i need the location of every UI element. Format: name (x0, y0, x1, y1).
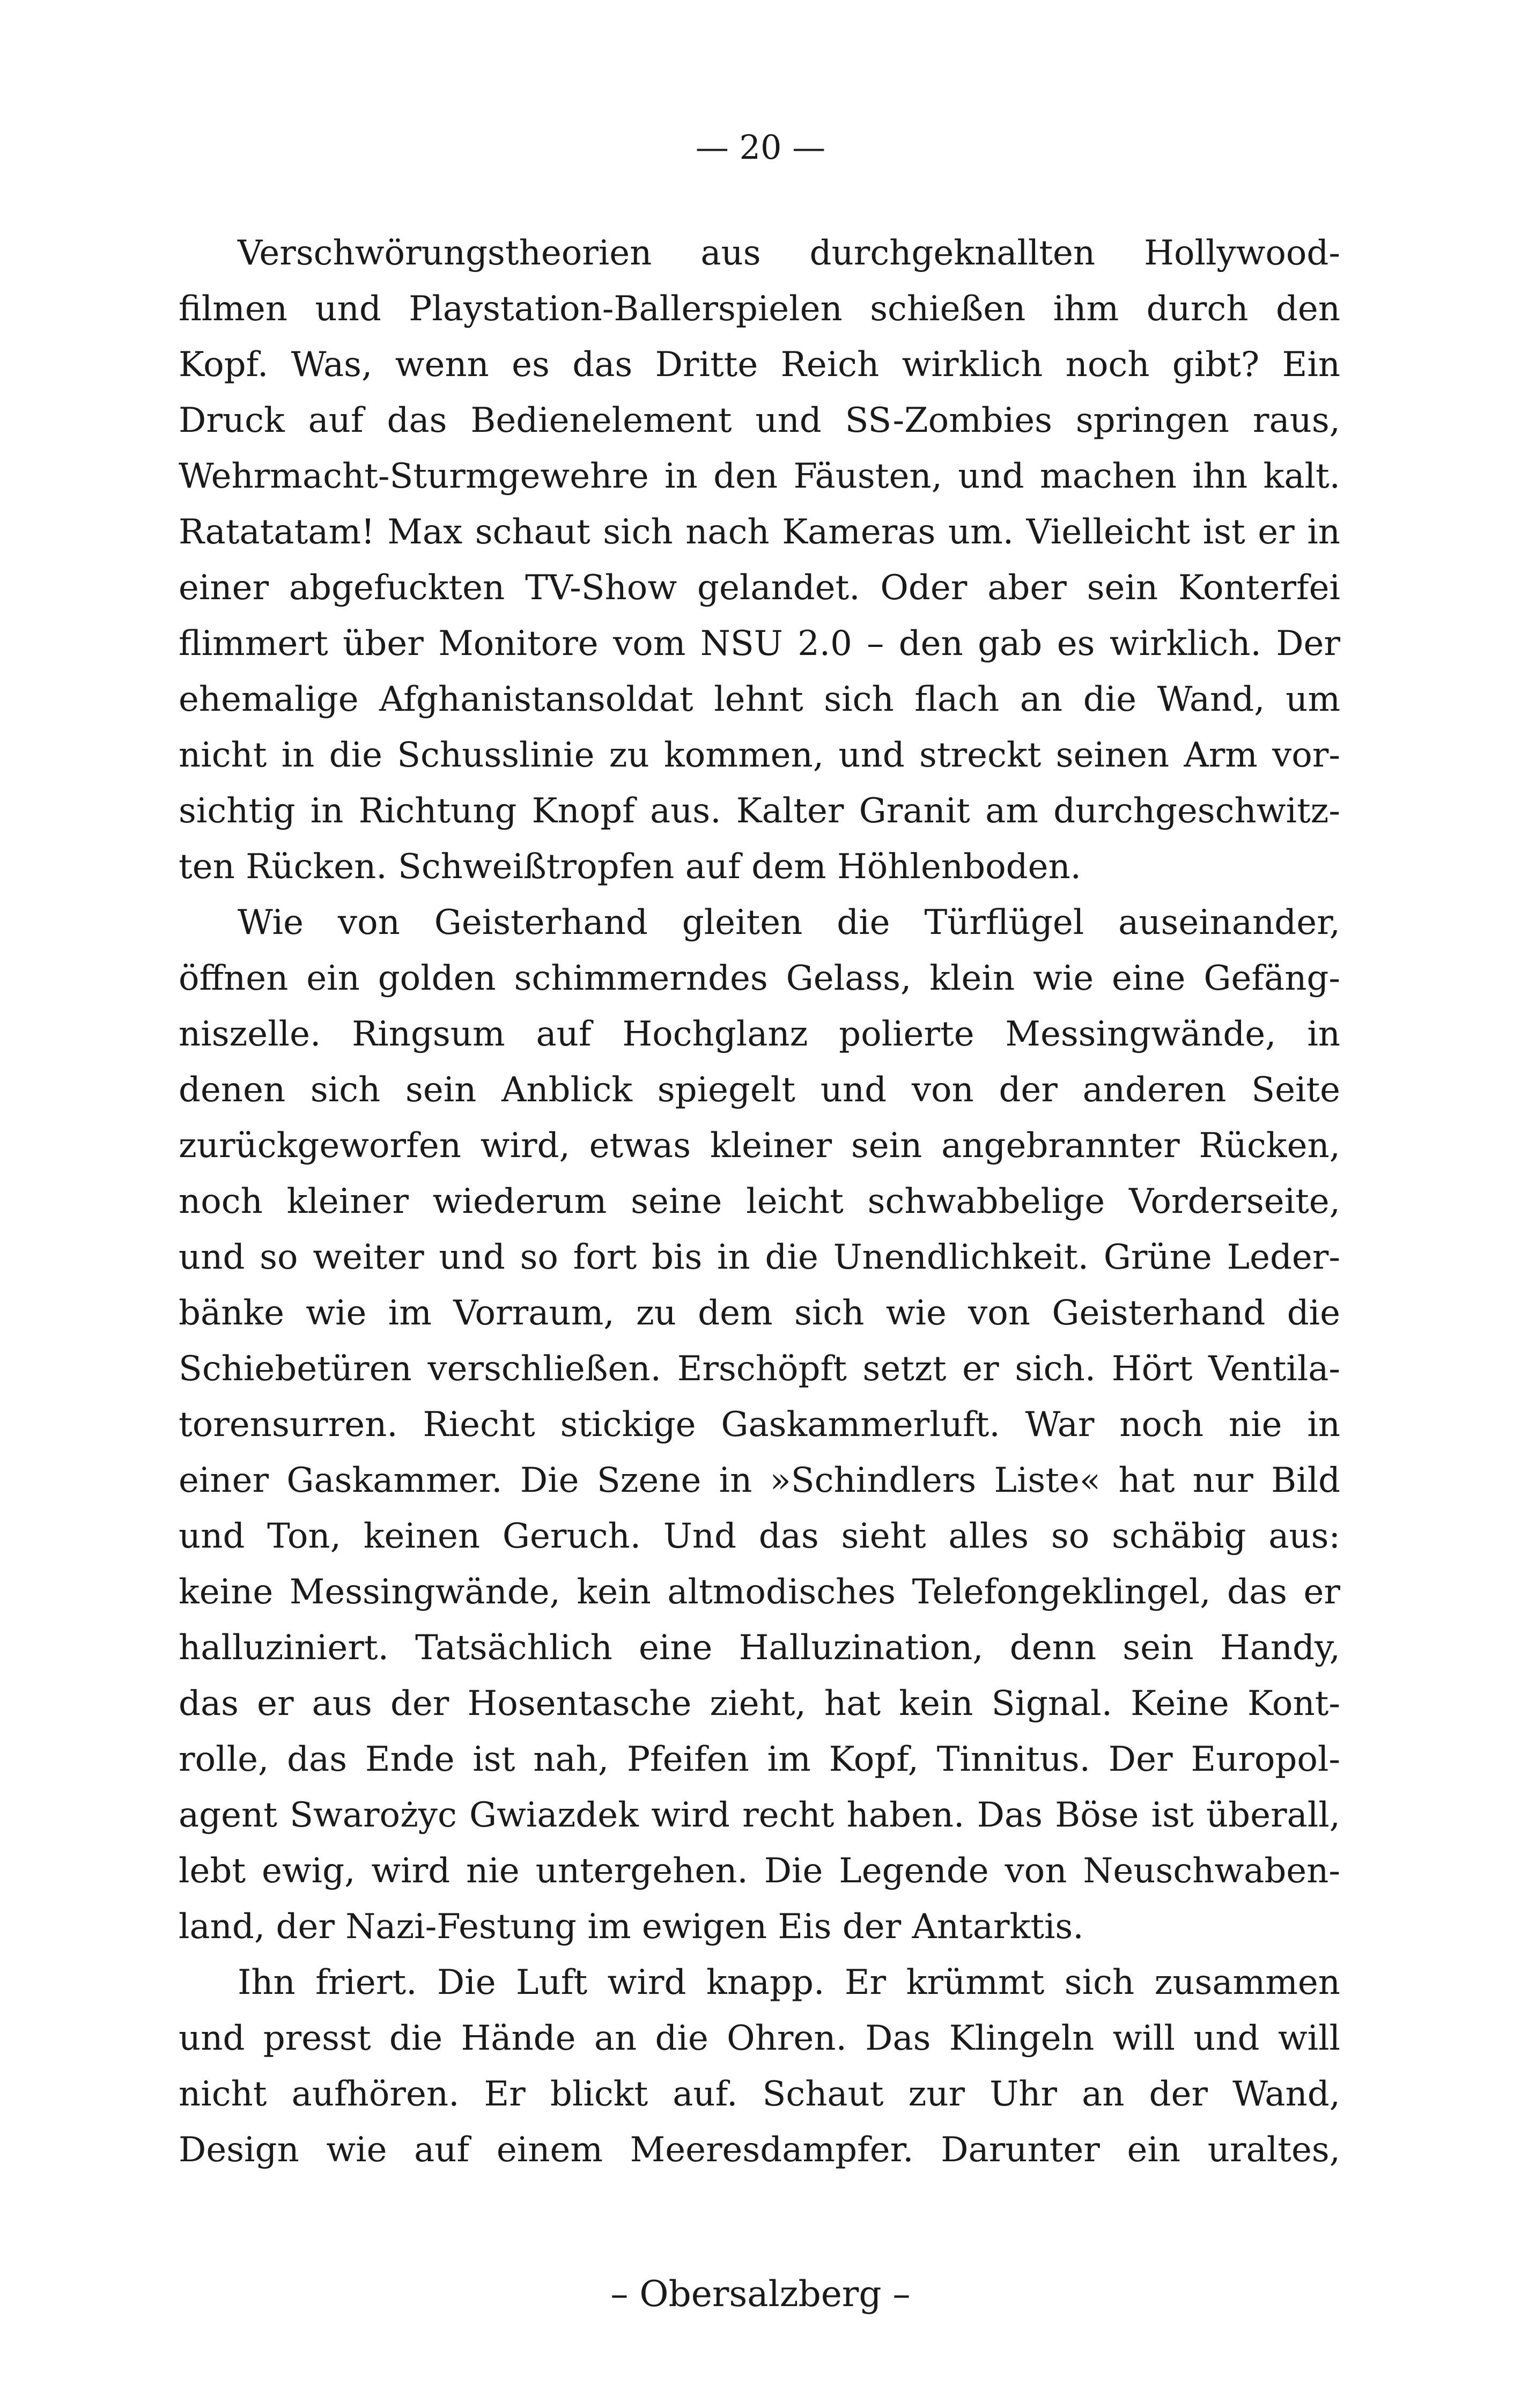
text-line: zurückgeworfen wird, etwas kleiner sein angebrannter Rücken, (179, 1126, 1340, 1166)
text-line: noch kleiner wiederum seine leicht schwabbelige Vorderseite, (179, 1182, 1340, 1221)
text-line: Ihn friert. Die Luft wird knapp. Er krümmt sich zusammen (238, 1963, 1340, 2002)
text-line: öffnen ein golden schimmerndes Gelass, klein wie eine Gefäng- (179, 959, 1340, 998)
text-line: Design wie auf einem Meeresdampfer. Darunter ein uraltes, (179, 2130, 1340, 2170)
text-line: nicht aufhören. Er blickt auf. Schaut zur Uhr an der Wand, (179, 2074, 1340, 2114)
text-line: das er aus der Hosentasche zieht, hat kein Signal. Keine Kont- (179, 1684, 1340, 1724)
paragraph-3 (179, 1955, 1340, 2178)
text-line: niszelle. Ringsum auf Hochglanz polierte Messingwände, in (179, 1014, 1340, 1054)
text-line: einer Gaskammer. Die Szene in »Schindlers Liste« hat nur Bild (179, 1461, 1340, 1500)
text-line: nicht in die Schusslinie zu kommen, und streckt seinen Arm vor- (179, 735, 1340, 775)
text-line: Druck auf das Bedienelement und SS-Zombies springen raus, (179, 401, 1340, 440)
text-line: und presst die Hände an die Ohren. Das Klingeln will und will (179, 2019, 1340, 2058)
running-footer: – Obersalzberg – (610, 2273, 911, 2315)
text-line: Schiebetüren verschließen. Erschöpft setzt er sich. Hört Ventila- (179, 1349, 1340, 1389)
text-line: keine Messingwände, kein altmodisches Telefongeklingel, das er (179, 1572, 1340, 1612)
paragraph-2 (179, 895, 1340, 1955)
text-line: Ratatatam! Max schaut sich nach Kameras um. Vielleicht ist er in (179, 512, 1340, 552)
text-line: und Ton, keinen Geruch. Und das sieht alles so schäbig aus: (179, 1516, 1340, 1556)
text-line: torensurren. Riecht stickige Gaskammerluft. War noch nie in (179, 1405, 1340, 1445)
paragraph-1 (179, 225, 1340, 895)
text-line: flimmert über Monitore vom NSU 2.0 – den gab es wirklich. Der (179, 624, 1340, 664)
body-text (179, 225, 1340, 2178)
text-line: halluziniert. Tatsächlich eine Halluzination, denn sein Handy, (179, 1628, 1340, 1668)
text-line: einer abgefuckten TV-Show gelandet. Oder aber sein Konterfei (179, 568, 1340, 608)
text-line: ehemalige Afghanistansoldat lehnt sich flach an die Wand, um (179, 680, 1340, 719)
text-line: lebt ewig, wird nie untergehen. Die Legende von Neuschwaben- (179, 1851, 1340, 1891)
text-line: Wehrmacht-Sturmgewehre in den Fäusten, und machen ihn kalt. (179, 456, 1340, 496)
text-line: denen sich sein Anblick spiegelt und von der anderen Seite (179, 1070, 1340, 1110)
text-line: agent Swarożyc Gwiazdek wird recht haben. Das Böse ist überall, (179, 1795, 1340, 1835)
page-number: — 20 — (695, 128, 826, 167)
text-line: Wie von Geisterhand gleiten die Türflügel auseinander, (238, 903, 1340, 942)
text-line: und so weiter und so fort bis in die Unendlichkeit. Grüne Leder- (179, 1238, 1340, 1277)
text-line: sichtig in Richtung Knopf aus. Kalter Granit am durchgeschwitz- (179, 791, 1340, 831)
text-line: bänke wie im Vorraum, zu dem sich wie von Geisterhand die (179, 1293, 1340, 1333)
text-line: rolle, das Ende ist nah, Pfeifen im Kopf, Tinnitus. Der Europol- (179, 1740, 1340, 1779)
text-line: Kopf. Was, wenn es das Dritte Reich wirklich noch gibt? Ein (179, 345, 1340, 385)
text-line: ten Rücken. Schweißtropfen auf dem Höhlenboden. (179, 847, 1081, 887)
text-line: land, der Nazi-Festung im ewigen Eis der Antarktis. (179, 1907, 1084, 1947)
text-line: filmen und Playstation-Ballerspielen schießen ihm durch den (179, 289, 1340, 329)
text-line: Verschwörungstheorien aus durchgeknallten Hollywood- (238, 233, 1340, 273)
